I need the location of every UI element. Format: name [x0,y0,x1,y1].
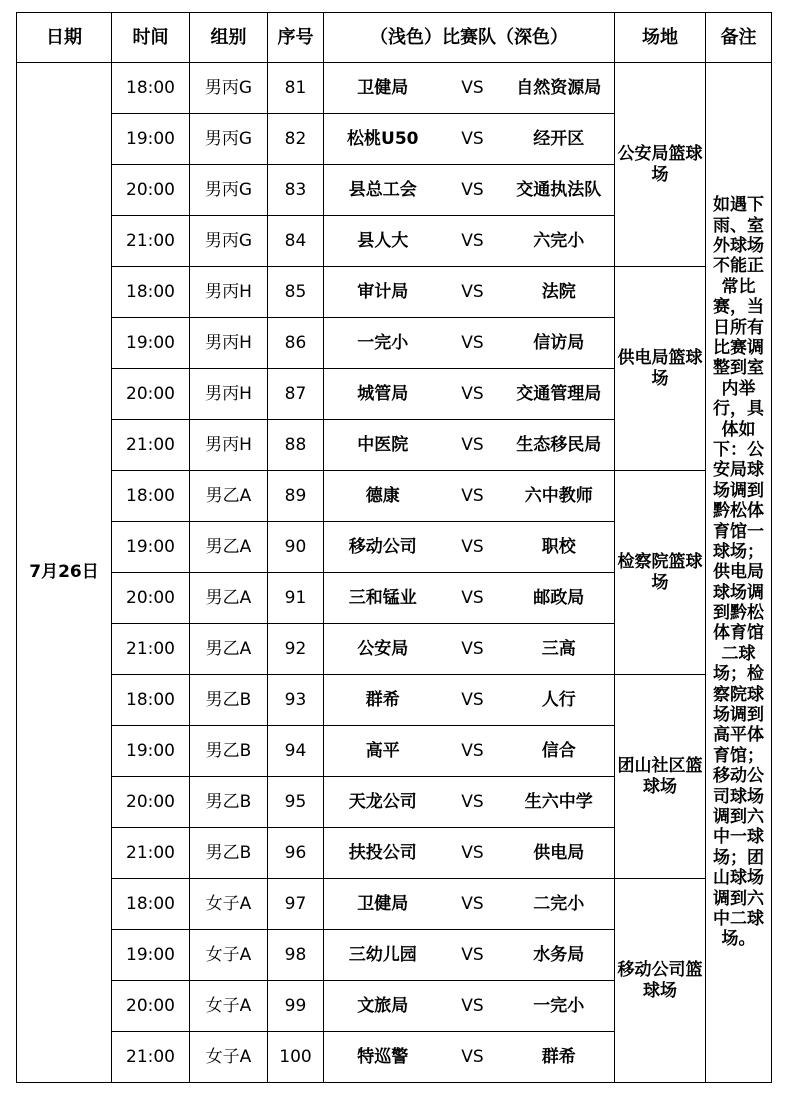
seq-cell: 89 [268,471,324,522]
table-row [17,63,772,114]
vs-cell: VS [442,777,504,828]
header-date: 日期 [17,13,112,63]
light-team-cell: 一完小 [324,318,442,369]
vs-cell: VS [442,573,504,624]
vs-cell: VS [442,981,504,1032]
seq-cell: 85 [268,267,324,318]
light-team-cell: 移动公司 [324,522,442,573]
time-cell: 19:00 [112,930,190,981]
vs-cell: VS [442,1032,504,1083]
note-cell: 如遇下雨、室外球场不能正常比赛，当日所有比赛调整到室内举行，具体如下：公安局球场调到黔松体育馆一球场；供电局球场调到黔松体育馆二球场；检察院球场调到高平体育馆；移动公司球场调到六中一球场；团山球场调到六中二球场。 [706,63,772,1083]
seq-cell: 98 [268,930,324,981]
light-team-cell: 三和锰业 [324,573,442,624]
schedule-table [16,12,772,1083]
group-cell: 女子A [190,1032,268,1083]
seq-cell: 93 [268,675,324,726]
light-team-cell: 公安局 [324,624,442,675]
dark-team-cell: 邮政局 [504,573,615,624]
seq-cell: 90 [268,522,324,573]
seq-cell: 81 [268,63,324,114]
light-team-cell: 县总工会 [324,165,442,216]
light-team-cell: 群希 [324,675,442,726]
light-team-cell: 卫健局 [324,63,442,114]
dark-team-cell: 信访局 [504,318,615,369]
dark-team-cell: 交通管理局 [504,369,615,420]
light-team-cell: 高平 [324,726,442,777]
seq-cell: 82 [268,114,324,165]
light-team-cell: 卫健局 [324,879,442,930]
light-team-cell: 天龙公司 [324,777,442,828]
venue-cell: 检察院篮球场 [615,471,706,675]
seq-cell: 88 [268,420,324,471]
light-team-cell: 德康 [324,471,442,522]
header-time: 时间 [112,13,190,63]
vs-cell: VS [442,930,504,981]
seq-cell: 99 [268,981,324,1032]
group-cell: 男丙H [190,267,268,318]
seq-cell: 97 [268,879,324,930]
dark-team-cell: 法院 [504,267,615,318]
vs-cell: VS [442,726,504,777]
vs-cell: VS [442,828,504,879]
header-seq: 序号 [268,13,324,63]
light-team-cell: 审计局 [324,267,442,318]
time-cell: 18:00 [112,471,190,522]
dark-team-cell: 经开区 [504,114,615,165]
vs-cell: VS [442,216,504,267]
vs-cell: VS [442,318,504,369]
time-cell: 19:00 [112,726,190,777]
vs-cell: VS [442,63,504,114]
seq-cell: 100 [268,1032,324,1083]
time-cell: 21:00 [112,624,190,675]
time-cell: 20:00 [112,369,190,420]
time-cell: 21:00 [112,1032,190,1083]
date-cell: 7月26日 [17,63,112,1083]
time-cell: 21:00 [112,420,190,471]
time-cell: 18:00 [112,63,190,114]
group-cell: 男乙A [190,624,268,675]
venue-cell: 供电局篮球场 [615,267,706,471]
header-note: 备注 [706,13,772,63]
vs-cell: VS [442,675,504,726]
seq-cell: 96 [268,828,324,879]
venue-cell: 团山社区篮球场 [615,675,706,879]
group-cell: 男乙B [190,777,268,828]
group-cell: 男乙B [190,828,268,879]
seq-cell: 83 [268,165,324,216]
venue-cell: 移动公司篮球场 [615,879,706,1083]
header-group: 组别 [190,13,268,63]
dark-team-cell: 人行 [504,675,615,726]
header-row [17,13,772,63]
group-cell: 男丙H [190,318,268,369]
group-cell: 男丙G [190,63,268,114]
vs-cell: VS [442,522,504,573]
group-cell: 女子A [190,930,268,981]
seq-cell: 92 [268,624,324,675]
dark-team-cell: 信合 [504,726,615,777]
dark-team-cell: 供电局 [504,828,615,879]
vs-cell: VS [442,420,504,471]
group-cell: 男丙G [190,216,268,267]
table-row [17,675,772,726]
time-cell: 20:00 [112,981,190,1032]
time-cell: 20:00 [112,573,190,624]
group-cell: 男丙G [190,165,268,216]
group-cell: 女子A [190,879,268,930]
group-cell: 男乙B [190,726,268,777]
dark-team-cell: 一完小 [504,981,615,1032]
group-cell: 男乙A [190,471,268,522]
dark-team-cell: 职校 [504,522,615,573]
time-cell: 19:00 [112,114,190,165]
seq-cell: 91 [268,573,324,624]
header-venue: 场地 [615,13,706,63]
seq-cell: 86 [268,318,324,369]
group-cell: 男乙B [190,675,268,726]
vs-cell: VS [442,267,504,318]
time-cell: 18:00 [112,879,190,930]
light-team-cell: 特巡警 [324,1032,442,1083]
dark-team-cell: 三高 [504,624,615,675]
time-cell: 19:00 [112,318,190,369]
seq-cell: 87 [268,369,324,420]
header-teams: （浅色）比赛队（深色） [324,13,615,63]
dark-team-cell: 生六中学 [504,777,615,828]
vs-cell: VS [442,369,504,420]
light-team-cell: 中医院 [324,420,442,471]
vs-cell: VS [442,114,504,165]
time-cell: 20:00 [112,777,190,828]
light-team-cell: 文旅局 [324,981,442,1032]
vs-cell: VS [442,165,504,216]
seq-cell: 95 [268,777,324,828]
seq-cell: 94 [268,726,324,777]
group-cell: 女子A [190,981,268,1032]
time-cell: 20:00 [112,165,190,216]
time-cell: 19:00 [112,522,190,573]
dark-team-cell: 六中教师 [504,471,615,522]
table-row [17,471,772,522]
time-cell: 21:00 [112,216,190,267]
time-cell: 21:00 [112,828,190,879]
vs-cell: VS [442,879,504,930]
venue-cell: 公安局篮球场 [615,63,706,267]
dark-team-cell: 群希 [504,1032,615,1083]
table-row [17,879,772,930]
dark-team-cell: 水务局 [504,930,615,981]
group-cell: 男丙G [190,114,268,165]
vs-cell: VS [442,471,504,522]
time-cell: 18:00 [112,675,190,726]
dark-team-cell: 自然资源局 [504,63,615,114]
light-team-cell: 松桃U50 [324,114,442,165]
dark-team-cell: 二完小 [504,879,615,930]
light-team-cell: 县人大 [324,216,442,267]
group-cell: 男丙H [190,369,268,420]
time-cell: 18:00 [112,267,190,318]
dark-team-cell: 六完小 [504,216,615,267]
group-cell: 男乙A [190,573,268,624]
table-row [17,267,772,318]
light-team-cell: 城管局 [324,369,442,420]
seq-cell: 84 [268,216,324,267]
vs-cell: VS [442,624,504,675]
group-cell: 男丙H [190,420,268,471]
light-team-cell: 扶投公司 [324,828,442,879]
light-team-cell: 三幼儿园 [324,930,442,981]
dark-team-cell: 交通执法队 [504,165,615,216]
dark-team-cell: 生态移民局 [504,420,615,471]
group-cell: 男乙A [190,522,268,573]
